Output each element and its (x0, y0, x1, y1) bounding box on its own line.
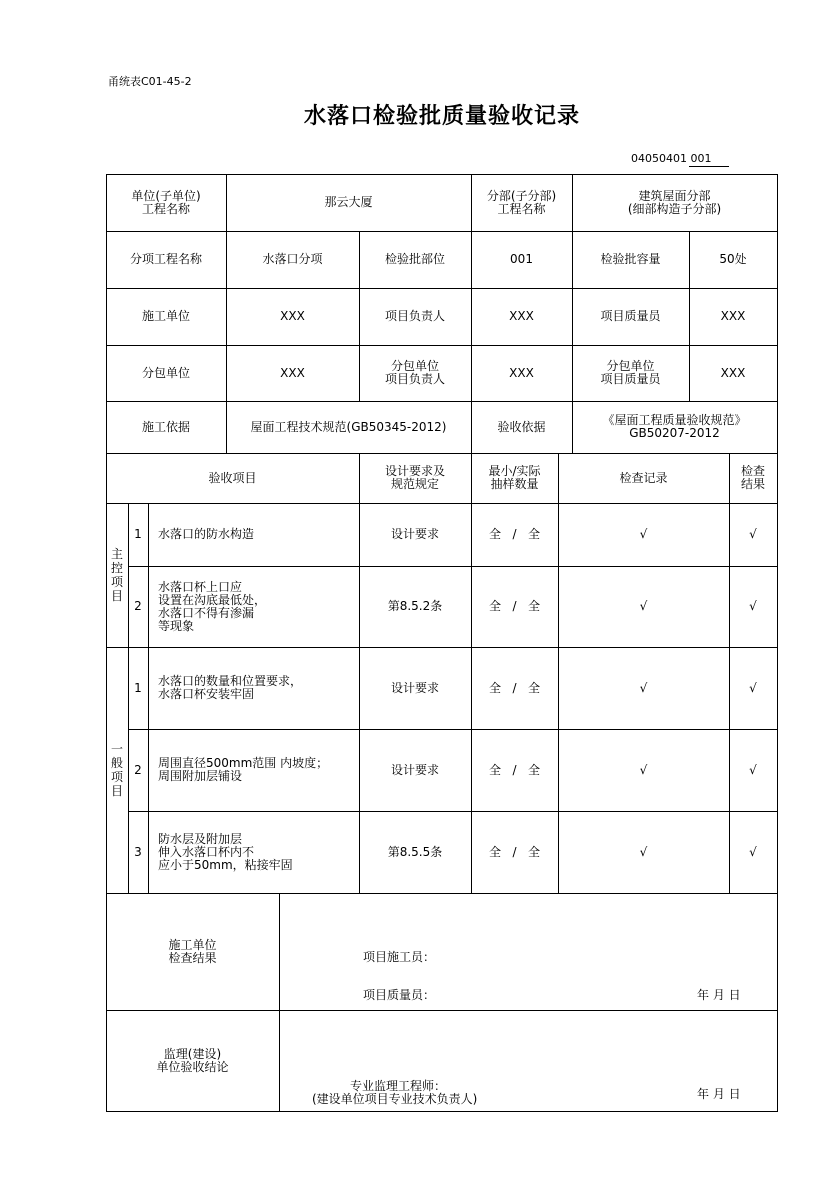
item-number: 2 (134, 762, 142, 777)
subcontractor-value: XXX (280, 365, 305, 380)
col-header-sampling: 最小/实际 抽样数量 (488, 464, 541, 491)
item-description: 水落口的数量和位置要求， 水落口杯安装牢固 (158, 674, 303, 701)
item-requirement: 第8.5.5条 (387, 844, 443, 859)
item-description: 水落口的防水构造 (158, 527, 255, 541)
contractor-label: 施工单位 (141, 309, 190, 323)
item-number: 3 (134, 844, 142, 859)
batch-part-value: 001 (510, 252, 533, 266)
item-number: 1 (134, 527, 142, 541)
project-manager-label: 项目负责人 (384, 309, 445, 323)
item-sampling: 全 / 全 (489, 844, 540, 859)
item-number: 1 (134, 680, 142, 695)
batch-part-label: 检验批部位 (384, 252, 445, 266)
quality-officer-label: 项目质量员 (600, 309, 661, 323)
supervision-label: 监理(建设) 单位验收结论 (156, 1046, 229, 1074)
contractor-date: 年 月 日 (697, 988, 741, 1002)
item-number: 2 (134, 599, 142, 613)
unit-name-label: 单位(子单位) 工程名称 (131, 188, 201, 216)
subitem-name-label: 分项工程名称 (129, 252, 202, 266)
item-check-record: √ (639, 680, 648, 695)
item-sampling: 全 / 全 (489, 680, 540, 695)
document-number: 04050401 001 (631, 152, 712, 165)
project-quality-label: 项目质量员： (363, 988, 436, 1002)
item-requirement: 设计要求 (390, 762, 439, 777)
col-divider (148, 503, 149, 893)
item-check-record: √ (639, 762, 648, 777)
table-border-bottom (106, 1111, 778, 1112)
general-group-label: 一 般 项 目 (110, 742, 123, 798)
supervision-engineer-note: (建设单位项目专业技术负责人) (312, 1092, 478, 1106)
item-sampling: 全 / 全 (489, 527, 540, 541)
project-manager-value: XXX (509, 309, 534, 323)
project-worker-label: 项目施工员： (363, 950, 436, 964)
col-header-item: 验收项目 (208, 470, 257, 485)
item-check-result: √ (749, 844, 757, 859)
document-number-underline (689, 166, 729, 167)
item-description: 防水层及附加层 伸入水落口杯内不 应小于50mm，粘接牢固 (158, 831, 293, 872)
item-requirement: 设计要求 (390, 680, 439, 695)
item-check-record: √ (639, 844, 648, 859)
item-check-result: √ (749, 762, 757, 777)
item-sampling: 全 / 全 (489, 762, 540, 777)
item-check-record: √ (639, 527, 648, 541)
batch-capacity-value: 50处 (719, 252, 747, 266)
construction-basis-value: 屋面工程技术规范(GB50345-2012) (250, 419, 447, 434)
sub-manager-label: 分包单位 项目负责人 (384, 359, 445, 386)
item-requirement: 第8.5.2条 (387, 599, 443, 613)
subitem-name-value: 水落口分项 (262, 252, 323, 266)
acceptance-basis-label: 验收依据 (497, 419, 546, 434)
acceptance-basis-value: 《屋面工程质量验收规范》 GB50207-2012 (602, 413, 747, 440)
contractor-value: XXX (280, 309, 305, 323)
item-sampling: 全 / 全 (489, 599, 540, 613)
sub-manager-value: XXX (509, 365, 534, 380)
contractor-check-label: 施工单位 检查结果 (168, 937, 217, 965)
unit-name-value: 那云大厦 (324, 195, 373, 209)
item-requirement: 设计要求 (390, 527, 439, 541)
subcontractor-label: 分包单位 (141, 365, 190, 380)
sub-quality-label: 分包单位 项目质量员 (600, 359, 661, 386)
item-description: 水落口杯上口应 设置在沟底最低处， 水落口不得有渗漏 等现象 (158, 579, 267, 633)
division-name-value: 建筑屋面分部 (细部构造子分部) (627, 188, 722, 216)
item-check-result: √ (749, 527, 757, 541)
item-check-record: √ (639, 599, 648, 613)
main-control-group-label: 主 控 项 目 (110, 547, 123, 603)
col-header-record: 检查记录 (619, 470, 668, 485)
construction-basis-label: 施工依据 (141, 419, 190, 434)
page-title: 水落口检验批质量验收记录 (303, 104, 580, 129)
item-description: 周围直径500mm范围 内坡度； 周围附加层铺设 (158, 756, 329, 783)
table-border-right (777, 174, 778, 1112)
batch-capacity-label: 检验批容量 (600, 252, 661, 266)
supervision-engineer-label: 专业监理工程师： (350, 1079, 447, 1093)
supervision-date: 年 月 日 (697, 1087, 741, 1101)
form-code: 甬统表C01-45-2 (108, 75, 192, 88)
item-check-result: √ (749, 599, 757, 613)
division-name-label: 分部(子分部) 工程名称 (486, 188, 557, 216)
col-divider (279, 893, 280, 1112)
col-header-requirement: 设计要求及 规范规定 (384, 464, 445, 491)
item-check-result: √ (749, 680, 757, 695)
quality-officer-value: XXX (720, 309, 746, 323)
sub-quality-value: XXX (720, 365, 746, 380)
col-header-result: 检查 结果 (740, 464, 765, 491)
